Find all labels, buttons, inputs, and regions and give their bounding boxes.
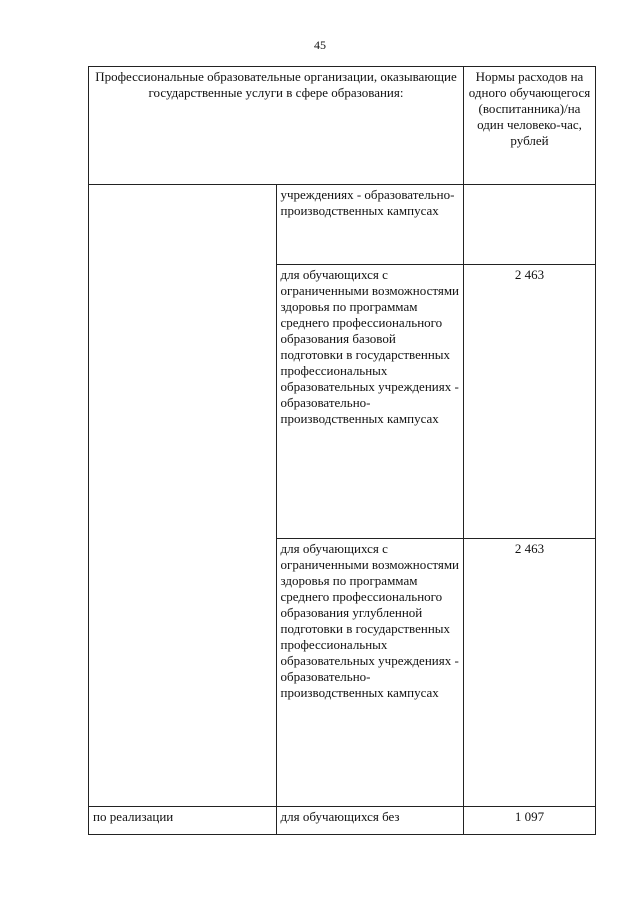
value-cell: 2 463 — [464, 539, 596, 807]
table-row — [89, 185, 596, 265]
description-cell: учреждениях - образовательно-производственных кампусах — [276, 185, 464, 265]
header-organizations: Профессиональные образовательные организации, оказывающие государственные услуги в сфере образования: — [89, 67, 464, 185]
header-norms: Нормы расходов на одного обучающегося (воспитанника)/на один человеко-час, рублей — [464, 67, 596, 185]
value-cell: 2 463 — [464, 265, 596, 539]
norms-table — [88, 66, 596, 835]
table-header-row — [89, 67, 596, 185]
description-cell: для обучающихся с ограниченными возможностями здоровья по программам среднего профессионального образования углубленной подготовки в государственных профессиональных образовательных учреждениях - образовательно-производственных кампусах — [276, 539, 464, 807]
value-cell: 1 097 — [464, 807, 596, 835]
description-cell: для обучающихся с ограниченными возможностями здоровья по программам среднего профессионального образования базовой подготовки в государственных профессиональных образовательных учреждениях - образовательно-производственных кампусах — [276, 265, 464, 539]
category-cell: по реализации — [89, 807, 277, 835]
value-cell — [464, 185, 596, 265]
page-number: 45 — [314, 38, 326, 52]
category-cell — [89, 185, 277, 807]
description-cell: для обучающихся без — [276, 807, 464, 835]
table-row — [89, 807, 596, 835]
